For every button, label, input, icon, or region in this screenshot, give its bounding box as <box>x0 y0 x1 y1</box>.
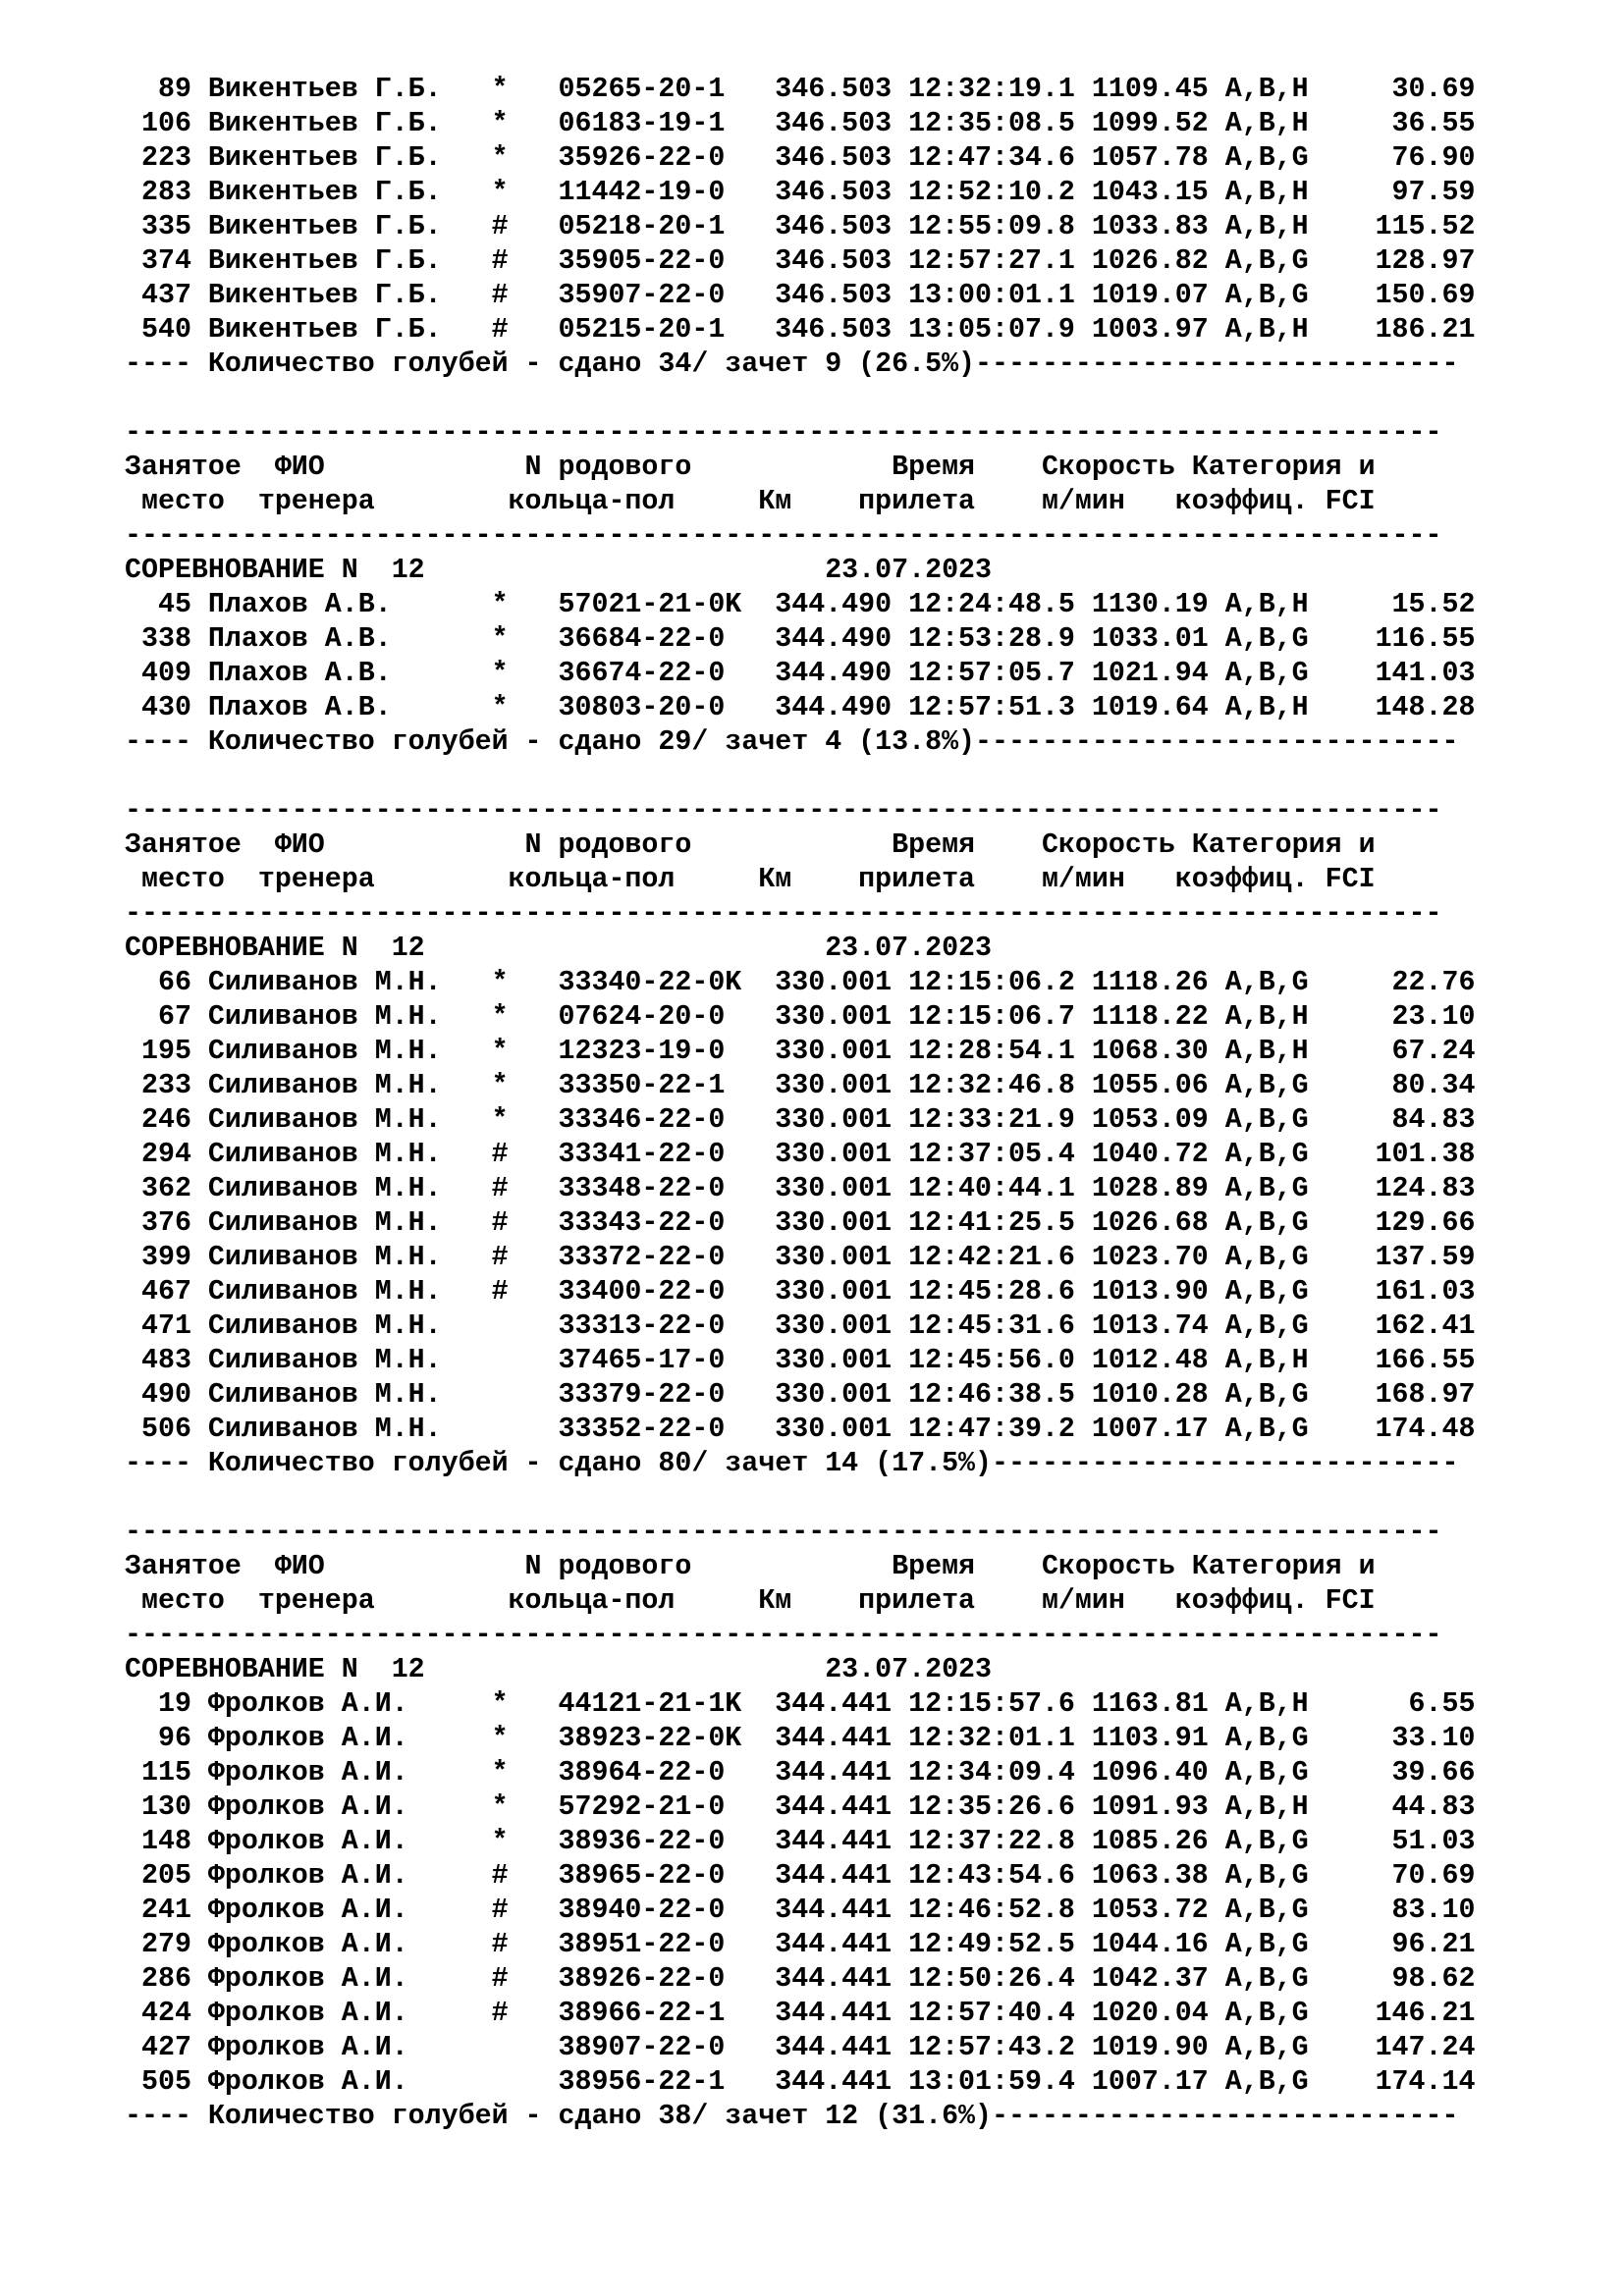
result-row: 223 Викентьев Г.Б. * 35926-22-0 346.503 12:47:34.6 1057.78 A,B,G 76.90 <box>125 142 1476 174</box>
section-summary: ---- Количество голубей - сдано 80/ зачет 14 (17.5%)---------------------------- <box>125 1448 1459 1479</box>
result-row: 233 Силиванов М.Н. * 33350-22-1 330.001 12:32:46.8 1055.06 A,B,G 80.34 <box>125 1070 1476 1101</box>
result-row: 19 Фролков А.И. * 44121-21-1K 344.441 12:15:57.6 1163.81 A,B,H 6.55 <box>125 1688 1476 1720</box>
header-rule: ------------------------------------------------------------------------------- <box>125 1620 1442 1651</box>
result-row: 427 Фролков А.И. 38907-22-0 344.441 12:57:43.2 1019.90 A,B,G 147.24 <box>125 2032 1476 2063</box>
competition-date: 23.07.2023 <box>825 1654 993 1685</box>
result-row: 506 Силиванов М.Н. 33352-22-0 330.001 12:47:39.2 1007.17 A,B,G 174.48 <box>125 1414 1476 1445</box>
result-row: 195 Силиванов М.Н. * 12323-19-0 330.001 12:28:54.1 1068.30 A,B,H 67.24 <box>125 1036 1476 1067</box>
result-row: 294 Силиванов М.Н. # 33341-22-0 330.001 12:37:05.4 1040.72 A,B,G 101.38 <box>125 1139 1476 1170</box>
result-row: 66 Силиванов М.Н. * 33340-22-0K 330.001 12:15:06.2 1118.26 A,B,G 22.76 <box>125 967 1476 998</box>
competition-title: СОРЕВНОВАНИЕ N 12 <box>125 555 425 586</box>
result-row: 430 Плахов А.В. * 30803-20-0 344.490 12:57:51.3 1019.64 A,B,H 148.28 <box>125 692 1476 723</box>
column-header-line-2: место тренера кольца-пол Км прилета м/мин коэффиц. FCI <box>125 864 1376 895</box>
section-summary: ---- Количество голубей - сдано 38/ зачет 12 (31.6%)---------------------------- <box>125 2101 1459 2132</box>
blank-line <box>125 382 1475 416</box>
result-row: 399 Силиванов М.Н. # 33372-22-0 330.001 12:42:21.6 1023.70 A,B,G 137.59 <box>125 1242 1476 1273</box>
result-row: 89 Викентьев Г.Б. * 05265-20-1 346.503 12:32:19.1 1109.45 A,B,H 30.69 <box>125 74 1476 105</box>
competition-title-line <box>125 932 1475 966</box>
result-row: 148 Фролков А.И. * 38936-22-0 344.441 12:37:22.8 1085.26 A,B,G 51.03 <box>125 1826 1476 1857</box>
result-row: 490 Силиванов М.Н. 33379-22-0 330.001 12:46:38.5 1010.28 A,B,G 168.97 <box>125 1379 1476 1411</box>
result-row: 246 Силиванов М.Н. * 33346-22-0 330.001 12:33:21.9 1053.09 A,B,G 84.83 <box>125 1104 1476 1136</box>
result-row: 67 Силиванов М.Н. * 07624-20-0 330.001 12:15:06.7 1118.22 A,B,H 23.10 <box>125 1001 1476 1033</box>
column-header-line-1: Занятое ФИО N родового Время Скорость Категория и <box>125 452 1376 483</box>
column-header-line-2: место тренера кольца-пол Км прилета м/мин коэффиц. FCI <box>125 486 1376 517</box>
result-row: 106 Викентьев Г.Б. * 06183-19-1 346.503 12:35:08.5 1099.52 A,B,H 36.55 <box>125 108 1476 139</box>
result-row: 241 Фролков А.И. # 38940-22-0 344.441 12:46:52.8 1053.72 A,B,G 83.10 <box>125 1895 1476 1926</box>
competition-date: 23.07.2023 <box>825 933 993 964</box>
header-rule: ------------------------------------------------------------------------------- <box>125 1517 1442 1548</box>
header-rule: ------------------------------------------------------------------------------- <box>125 520 1442 552</box>
header-rule: ------------------------------------------------------------------------------- <box>125 898 1442 930</box>
result-row: 205 Фролков А.И. # 38965-22-0 344.441 12:43:54.6 1063.38 A,B,G 70.69 <box>125 1860 1476 1892</box>
section-summary: ---- Количество голубей - сдано 29/ зачет 4 (13.8%)----------------------------- <box>125 726 1459 758</box>
competition-title-line <box>125 554 1475 588</box>
result-row: 437 Викентьев Г.Б. # 35907-22-0 346.503 13:00:01.1 1019.07 A,B,G 150.69 <box>125 280 1476 311</box>
result-row: 279 Фролков А.И. # 38951-22-0 344.441 12:49:52.5 1044.16 A,B,G 96.21 <box>125 1929 1476 1960</box>
blank-line <box>125 760 1475 794</box>
result-row: 335 Викентьев Г.Б. # 05218-20-1 346.503 12:55:09.8 1033.83 A,B,H 115.52 <box>125 211 1476 242</box>
competition-title: СОРЕВНОВАНИЕ N 12 <box>125 933 425 964</box>
result-row: 471 Силиванов М.Н. 33313-22-0 330.001 12:45:31.6 1013.74 A,B,G 162.41 <box>125 1310 1476 1342</box>
result-row: 362 Силиванов М.Н. # 33348-22-0 330.001 12:40:44.1 1028.89 A,B,G 124.83 <box>125 1173 1476 1204</box>
result-row: 338 Плахов А.В. * 36684-22-0 344.490 12:53:28.9 1033.01 A,B,G 116.55 <box>125 623 1476 655</box>
result-row: 115 Фролков А.И. * 38964-22-0 344.441 12:34:09.4 1096.40 A,B,G 39.66 <box>125 1757 1476 1789</box>
result-row: 286 Фролков А.И. # 38926-22-0 344.441 12:50:26.4 1042.37 A,B,G 98.62 <box>125 1963 1476 1995</box>
result-row: 374 Викентьев Г.Б. # 35905-22-0 346.503 12:57:27.1 1026.82 A,B,G 128.97 <box>125 245 1476 277</box>
competition-date: 23.07.2023 <box>825 555 993 586</box>
result-row: 45 Плахов А.В. * 57021-21-0K 344.490 12:24:48.5 1130.19 A,B,H 15.52 <box>125 589 1476 620</box>
column-header-line-1: Занятое ФИО N родового Время Скорость Категория и <box>125 1551 1376 1582</box>
result-row: 505 Фролков А.И. 38956-22-1 344.441 13:01:59.4 1007.17 A,B,G 174.14 <box>125 2066 1476 2098</box>
competition-title-line <box>125 1653 1475 1687</box>
result-row: 130 Фролков А.И. * 57292-21-0 344.441 12:35:26.6 1091.93 A,B,H 44.83 <box>125 1791 1476 1823</box>
column-header-line-1: Занятое ФИО N родового Время Скорость Категория и <box>125 829 1376 861</box>
column-header-line-2: место тренера кольца-пол Км прилета м/мин коэффиц. FCI <box>125 1585 1376 1617</box>
result-row: 424 Фролков А.И. # 38966-22-1 344.441 12:57:40.4 1020.04 A,B,G 146.21 <box>125 1998 1476 2029</box>
result-row: 467 Силиванов М.Н. # 33400-22-0 330.001 12:45:28.6 1013.90 A,B,G 161.03 <box>125 1276 1476 1308</box>
result-row: 409 Плахов А.В. * 36674-22-0 344.490 12:57:05.7 1021.94 A,B,G 141.03 <box>125 658 1476 689</box>
header-rule: ------------------------------------------------------------------------------- <box>125 795 1442 827</box>
results-document <box>125 73 1475 2134</box>
result-row: 540 Викентьев Г.Б. # 05215-20-1 346.503 13:05:07.9 1003.97 A,B,H 186.21 <box>125 314 1476 346</box>
section-summary: ---- Количество голубей - сдано 34/ зачет 9 (26.5%)----------------------------- <box>125 348 1459 380</box>
blank-line <box>125 1481 1475 1516</box>
competition-title: СОРЕВНОВАНИЕ N 12 <box>125 1654 425 1685</box>
result-row: 483 Силиванов М.Н. 37465-17-0 330.001 12:45:56.0 1012.48 A,B,H 166.55 <box>125 1345 1476 1376</box>
result-row: 96 Фролков А.И. * 38923-22-0K 344.441 12:32:01.1 1103.91 A,B,G 33.10 <box>125 1723 1476 1754</box>
result-row: 376 Силиванов М.Н. # 33343-22-0 330.001 12:41:25.5 1026.68 A,B,G 129.66 <box>125 1207 1476 1239</box>
header-rule: ------------------------------------------------------------------------------- <box>125 417 1442 449</box>
result-row: 283 Викентьев Г.Б. * 11442-19-0 346.503 12:52:10.2 1043.15 A,B,H 97.59 <box>125 177 1476 208</box>
